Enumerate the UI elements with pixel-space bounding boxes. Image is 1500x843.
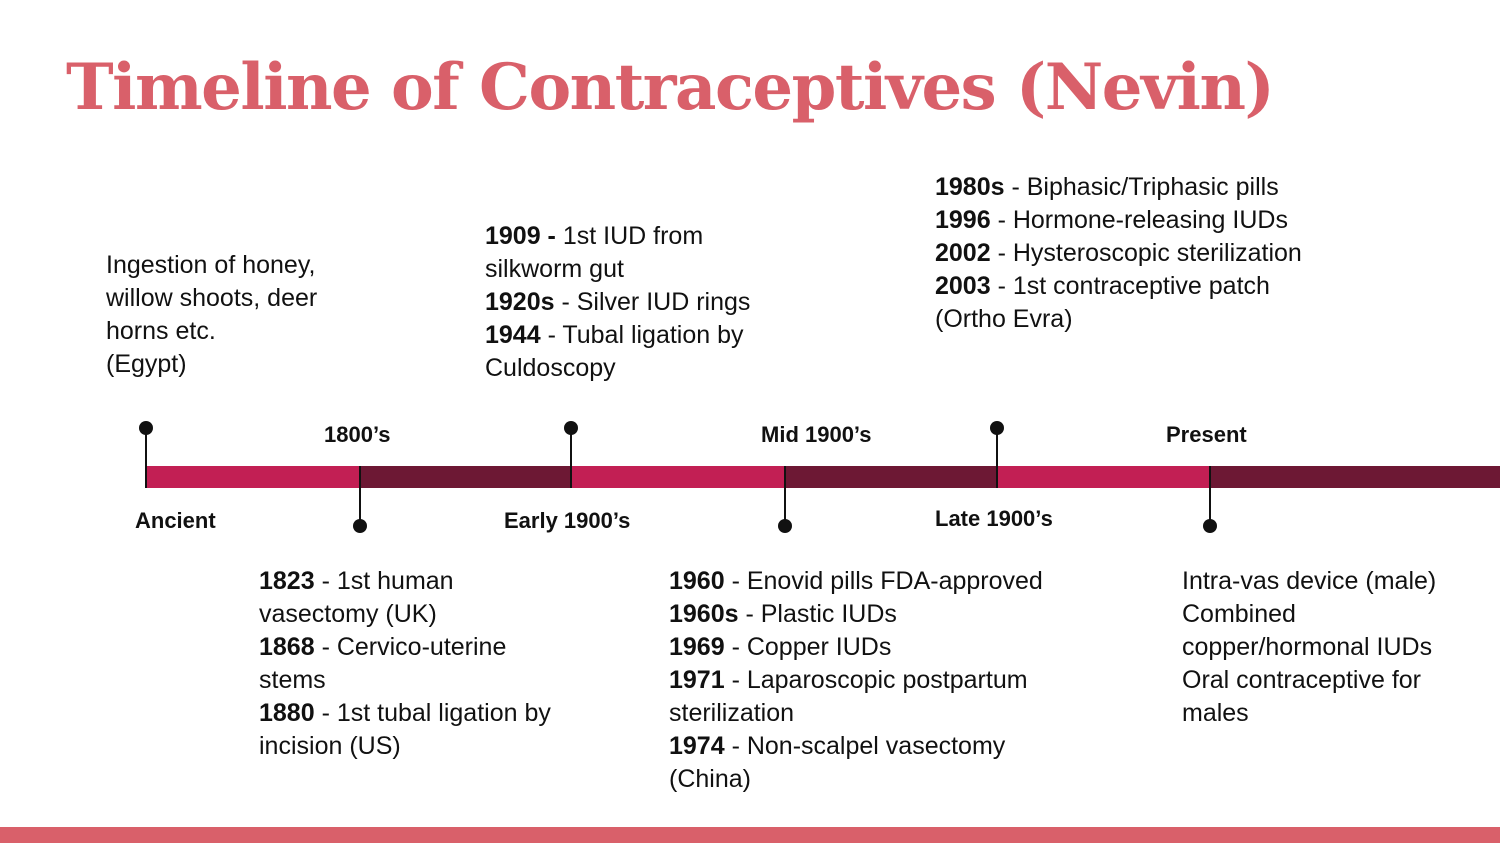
note-1800s [259,565,559,763]
entry-text: Cervico-uterine stems [259,633,507,694]
note-line: Ingestion of honey, [106,251,316,279]
note-entry [669,664,1089,730]
entry-text: Hysteroscopic sterilization [1012,239,1302,267]
note-entry [669,565,1089,598]
entry-year: 1960s [669,600,739,628]
note-early-1900s [485,220,795,385]
timeline-segment-1800s [360,466,571,488]
note-entry [259,565,559,631]
entry-text: 1st human vasectomy (UK) [259,567,454,628]
timeline-segment-present [1210,466,1500,488]
entry-text: Biphasic/Triphasic pills [1026,173,1279,201]
note-mid-1900s [669,565,1089,796]
note-line: Intra-vas device (male) [1182,567,1437,595]
entry-year: 2002 [935,239,991,267]
marker-stem-ancient [145,428,147,488]
entry-year: 1960 [669,567,725,595]
note-line: willow shoots, deer [106,284,318,312]
entry-year: 1969 [669,633,725,661]
entry-separator: - [1004,173,1027,201]
marker-stem-present [1209,466,1211,526]
note-late-1900s [935,171,1315,336]
era-label-1800s: 1800’s [324,422,391,447]
note-entry [935,270,1315,336]
note-entry [669,598,1089,631]
entry-separator [556,222,563,250]
entry-separator: - [990,239,1013,267]
marker-dot-ancient [139,421,153,435]
marker-stem-mid-1900s [784,466,786,526]
note-entry [935,204,1315,237]
era-label-early-1900s: Early 1900’s [504,508,631,533]
entry-separator: - [990,206,1013,234]
era-label-ancient: Ancient [135,508,216,533]
note-entry [669,730,1089,796]
entry-text: Tubal ligation by Culdoscopy [485,321,744,382]
entry-year: 2003 [935,272,991,300]
entry-text: Laparoscopic postpartum sterilization [669,666,1028,727]
entry-year: 1920s [485,288,555,316]
marker-stem-1800s [359,466,361,526]
era-label-mid-1900s: Mid 1900’s [761,422,872,447]
note-present [1182,565,1482,730]
entry-separator: - [724,567,747,595]
entry-text: Plastic IUDs [760,600,897,628]
entry-text: Silver IUD rings [576,288,751,316]
slide-title: Timeline of Contraceptives (Nevin) [66,50,1274,125]
era-label-late-1900s: Late 1900’s [935,506,1053,531]
entry-year: 1980s [935,173,1005,201]
timeline-segment-early-1900s [571,466,785,488]
entry-text: Enovid pills FDA-approved [746,567,1043,595]
marker-dot-early-1900s [564,421,578,435]
marker-dot-present [1203,519,1217,533]
entry-year: 1868 [259,633,315,661]
entry-year: 1996 [935,206,991,234]
marker-dot-late-1900s [990,421,1004,435]
marker-stem-late-1900s [996,428,998,488]
entry-separator: - [314,567,337,595]
entry-year: 1823 [259,567,315,595]
entry-separator: - [990,272,1013,300]
entry-separator: - [540,321,563,349]
entry-year: 1880 [259,699,315,727]
entry-text: Hormone-releasing IUDs [1012,206,1288,234]
entry-separator: - [724,666,747,694]
note-ancient [106,249,406,381]
entry-separator: - [314,699,337,727]
note-entry [485,319,795,385]
entry-separator: - [554,288,577,316]
timeline-segment-mid-1900s [785,466,997,488]
note-entry [259,631,559,697]
timeline-segment-ancient [146,466,360,488]
entry-separator: - [724,633,747,661]
note-entry [669,631,1089,664]
note-line: Combined copper/hormonal IUDs [1182,600,1433,661]
entry-text: Non-scalpel vasectomy (China) [669,732,1006,793]
entry-text: 1st tubal ligation by incision (US) [259,699,551,760]
entry-year: 1944 [485,321,541,349]
note-entry [485,286,795,319]
entry-year: 1971 [669,666,725,694]
note-entry [935,171,1315,204]
note-entry [259,697,559,763]
entry-text: 1st IUD from silkworm gut [485,222,704,283]
note-line: horns etc. [106,317,216,345]
marker-dot-mid-1900s [778,519,792,533]
entry-year: 1974 [669,732,725,760]
note-line: (Egypt) [106,350,187,378]
note-entry [485,220,795,286]
entry-year: 1909 - [485,222,556,250]
note-line: Oral contraceptive for males [1182,666,1421,727]
entry-separator: - [314,633,337,661]
entry-text: 1st contraceptive patch (Ortho Evra) [935,272,1270,333]
marker-dot-1800s [353,519,367,533]
marker-stem-early-1900s [570,428,572,488]
era-label-present: Present [1166,422,1247,447]
note-entry [935,237,1315,270]
bottom-accent-bar [0,827,1500,843]
entry-text: Copper IUDs [746,633,892,661]
timeline-segment-late-1900s [997,466,1210,488]
entry-separator: - [724,732,747,760]
entry-separator: - [738,600,761,628]
